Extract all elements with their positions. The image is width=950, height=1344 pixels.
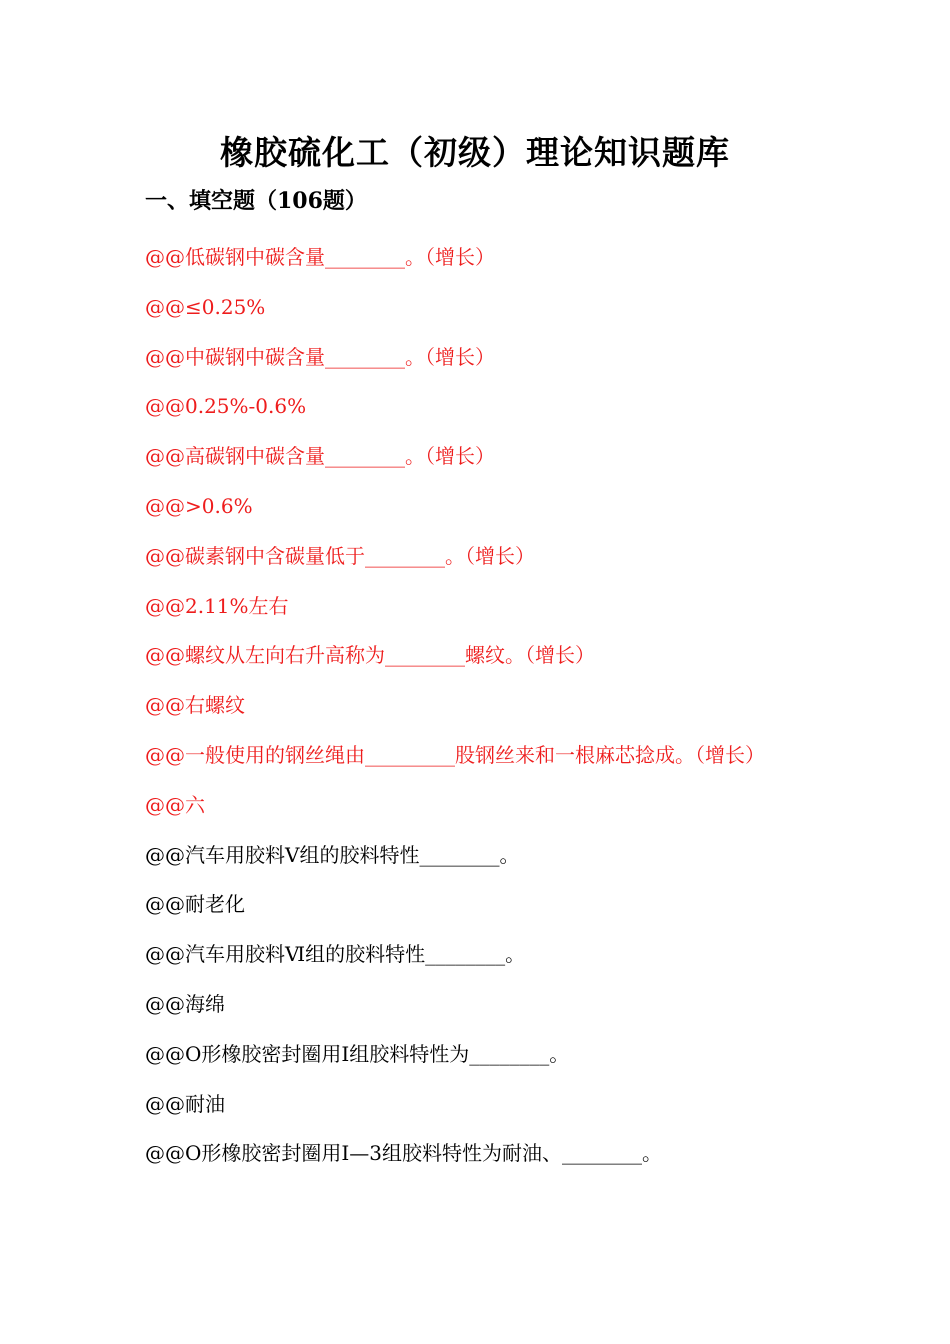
answer-line: @@2.11%左右 xyxy=(145,593,289,618)
answer-line: @@>0.6% xyxy=(145,493,253,518)
answer-line: @@六 xyxy=(145,792,205,817)
question-line: @@汽车用胶料Ⅵ组的胶料特性________。 xyxy=(145,942,526,967)
question-line: @@汽车用胶料Ⅴ组的胶料特性________。 xyxy=(145,842,520,867)
answer-line: @@耐老化 xyxy=(145,892,245,917)
answer-line: @@≤0.25% xyxy=(145,294,266,319)
question-line: @@碳素钢中含碳量低于________。（增长） xyxy=(145,543,535,568)
answer-line: @@海绵 xyxy=(145,991,225,1016)
question-line: @@螺纹从左向右升高称为________螺纹。（增长） xyxy=(145,643,595,668)
question-line: @@O形橡胶密封圈用Ⅰ—3组胶料特性为耐油、________。 xyxy=(145,1141,663,1166)
question-line: @@O形橡胶密封圈用Ⅰ组胶料特性为________。 xyxy=(145,1041,570,1066)
question-line: @@高碳钢中碳含量________。（增长） xyxy=(145,444,495,469)
answer-line: @@右螺纹 xyxy=(145,693,245,718)
section-heading: 一、填空题（106题） xyxy=(145,188,367,214)
answer-line: @@耐油 xyxy=(145,1091,225,1116)
question-line: @@低碳钢中碳含量________。（增长） xyxy=(145,245,495,269)
page-title: 橡胶硫化工（初级）理论知识题库 xyxy=(220,133,730,172)
question-line: @@一般使用的钢丝绳由_________股钢丝来和一根麻芯捻成。（增长） xyxy=(145,742,765,767)
answer-line: @@0.25%-0.6% xyxy=(145,394,307,419)
question-line: @@中碳钢中碳含量________。（增长） xyxy=(145,344,495,369)
question-list xyxy=(145,233,815,1179)
